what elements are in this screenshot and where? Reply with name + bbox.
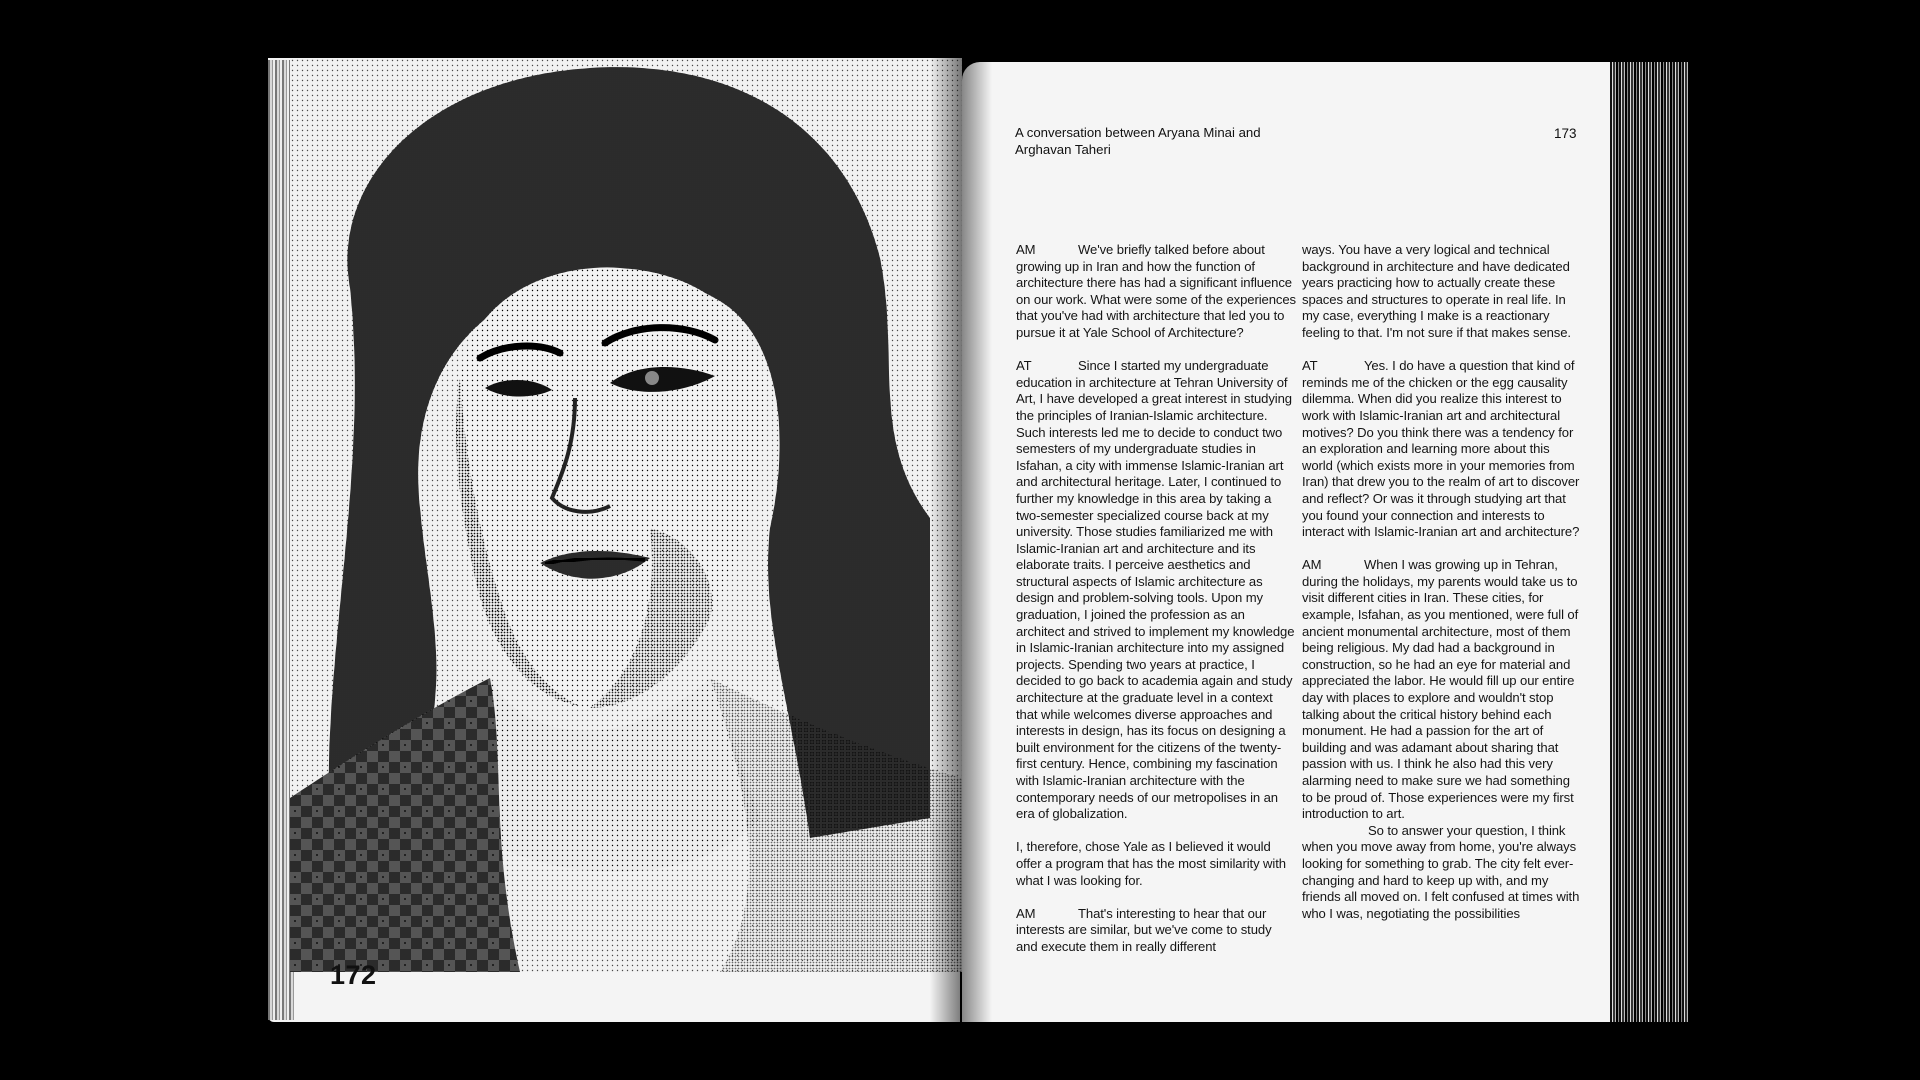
paragraph-text: Yes. I do have a question that kind of reminds me of the chicken or the egg causality dilemma. When did you realize this interest to work with Islamic-Iranian art and architectural motives? Do you think there was a tendency for an exploration and learning more about this world (which exists more in your memories from Iran) that drew you to the realm of art to discover and reflect? Or was it through studying art that you found your connection and interests to interact with Islamic-Iranian art and architecture? bbox=[1302, 358, 1580, 540]
portrait-photo bbox=[290, 58, 962, 972]
book-gutter-shadow-left bbox=[930, 58, 964, 1022]
paragraph-text: Since I started my undergraduate education in architecture at Tehran University of Art, I have developed a great interest in studying the principles of Iranian-Islamic architecture. Such interests led me to decide to conduct two semesters of my undergraduate studies in Isfahan, a city with immense Islamic-Iranian art and architectural heritage. Later, I continued to further my knowledge in this area by taking a two-semester specialized course back at my university. Those studies familiarized me with Islamic-Iranian art and architecture and its elaborate traits. I perceive aesthetics and structural aspects of Islamic architecture as design and problem-solving tools. Upon my graduation, I joined the profession as an architect and strived to implement my knowledge in Islamic-Iranian architecture into my assigned projects. Spending two years at practice, I decided to go back to academia again and study architecture at the graduate level in a context that while welcomes diverse approaches and interests in design, has its focus on designing a built environment for the citizens of the twenty-first century. Hence, combining my fascination with Islamic-Iranian architecture with the contemporary needs of our metropolises in an era of globalization. bbox=[1016, 358, 1295, 822]
book-gutter-shadow-right bbox=[962, 62, 992, 1022]
paragraph bbox=[1302, 557, 1582, 823]
speaker-label: AM bbox=[1016, 905, 1036, 921]
running-header: A conversation between Aryana Minai and Arghavan Taheri bbox=[1015, 125, 1261, 157]
speaker-label: AM bbox=[1016, 242, 1036, 257]
paragraph bbox=[1016, 906, 1296, 956]
paragraph-text: ways. You have a very logical and technical background in architecture and have dedicated years practicing how to actually create these spaces and structures to operate in real life. In my case, everything I make is a reactionary feeling to that. I'm not sure if that makes sense. bbox=[1302, 242, 1571, 340]
speaker-label: AT bbox=[1016, 358, 1032, 374]
paragraph-text: We've briefly talked before about growing up in Iran and how the function of architecture there has had a significant influence on our work. What were some of the experiences that you've had with architecture that led you to pursue it at Yale School of Architecture? bbox=[1016, 242, 1296, 340]
paragraph bbox=[1016, 242, 1296, 342]
paragraph-text: That's interesting to hear that our interests are similar, but we've come to study and execute them in really different bbox=[1016, 905, 1272, 954]
right-page-edges bbox=[1610, 62, 1690, 1022]
text-column-right bbox=[1302, 242, 1582, 939]
page-number-left: 172 bbox=[330, 960, 377, 990]
paragraph-text: I, therefore, chose Yale as I believed it would offer a program that has the most similarity with what I was looking for. bbox=[1016, 839, 1286, 888]
paragraph bbox=[1302, 358, 1582, 541]
speaker-label: AT bbox=[1302, 358, 1318, 374]
paragraph bbox=[1302, 242, 1582, 342]
paragraph-text: So to answer your question, I think when you move away from home, you're always looking for something to grab. The city felt ever-changing and hard to keep up with, and my friends all moved on. I felt confused at times with who I was, negotiating the possibilities bbox=[1302, 822, 1580, 921]
paragraph bbox=[1016, 839, 1296, 889]
page-number-right: 173 bbox=[1554, 126, 1577, 141]
text-column-left bbox=[1016, 242, 1296, 972]
paragraph bbox=[1016, 358, 1296, 823]
speaker-label: AM bbox=[1302, 557, 1322, 573]
paragraph-text: When I was growing up in Tehran, during the holidays, my parents would take us to visit different cities in Iran. These cities, for example, Isfahan, as you mentioned, were full of ancient monumental architecture, most of them being religious. My dad had a background in construction, so he had an eye for material and appreciated the labor. He would fill up our entire day with places to explore and wouldn't stop talking about the critical history behind each monument. He had a passion for the art of building and was adamant about sharing that passion with us. I think he also had this very alarming need to make sure we had something to be proud of. Those experiences were my first introduction to art. bbox=[1302, 557, 1579, 822]
paragraph bbox=[1302, 823, 1582, 923]
